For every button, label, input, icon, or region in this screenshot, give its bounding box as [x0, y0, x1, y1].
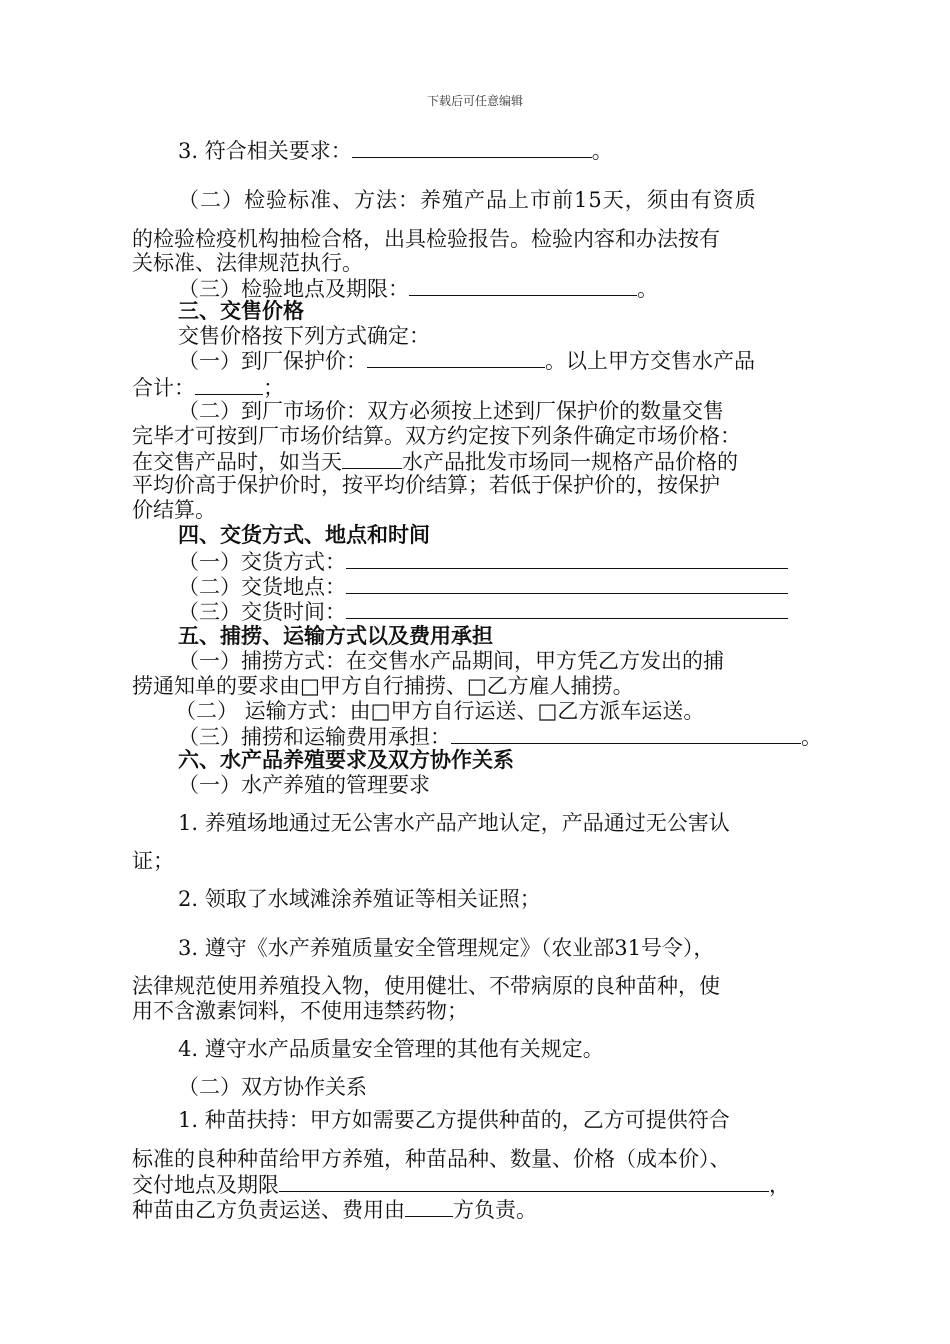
blank-field [352, 137, 592, 158]
paragraph-line: （二） 运输方式：由□甲方自行运送、□乙方派车运送。 [175, 699, 705, 723]
subsection-heading: （二）双方协作关系 [178, 1075, 367, 1099]
paragraph-line: 价结算。 [132, 498, 216, 522]
line-delivery-time: （三）交货时间： [178, 598, 788, 625]
paragraph-line: 1. 养殖场地通过无公害水产品产地认定，产品通过无公害认 [178, 811, 730, 835]
line-total: 合计： ； [132, 376, 284, 400]
paragraph-line: 证； [132, 849, 174, 873]
paragraph-line: 2. 领取了水域滩涂养殖证等相关证照； [178, 887, 541, 911]
paragraph-inspection-standard: （二）检验标准、方法：养殖产品上市前15天，须由有资质 [178, 188, 757, 212]
paragraph-line: 平均价高于保护价时，按平均价结算；若低于保护价的，按保护 [132, 473, 720, 497]
line-inspection-place: （三）检验地点及期限： 。 [178, 277, 658, 301]
line-delivery-method: （一）交货方式： [178, 548, 788, 575]
line-fee-party: 种苗由乙方负责运送、费用由 方负责。 [132, 1198, 537, 1222]
line-market-price: 在交售产品时，如当天 水产品批发市场同一规格产品价格的 [132, 450, 738, 474]
paragraph-line: 关标准、法律规范执行。 [132, 251, 363, 275]
paragraph-line: 完毕才可按到厂市场价结算。双方约定按下列条件确定市场价格： [132, 424, 741, 448]
line-requirement-3: 3. 符合相关要求： 。 [178, 139, 613, 163]
blank-field [451, 723, 801, 744]
blank-field [346, 598, 788, 619]
page-header-note: 下载后可任意编辑 [426, 94, 523, 108]
section-heading-5: 五、捕捞、运输方式以及费用承担 [178, 624, 493, 648]
paragraph-line: （二）到厂市场价：双方必须按上述到厂保护价的数量交售 [178, 399, 724, 423]
blank-field [342, 448, 402, 469]
section-heading-3: 三、交售价格 [178, 299, 304, 323]
line-delivery-place: （二）交货地点： [178, 573, 788, 600]
section-heading-6: 六、水产品养殖要求及双方协作关系 [178, 748, 514, 772]
section-heading-4: 四、交货方式、地点和时间 [178, 523, 430, 547]
paragraph-line: 用不含激素饲料，不使用违禁药物； [132, 999, 468, 1023]
blank-field [346, 573, 788, 594]
blank-field [279, 1171, 769, 1192]
paragraph-line: 4. 遵守水产品质量安全管理的其他有关规定。 [178, 1037, 604, 1061]
blank-field [409, 275, 637, 296]
paragraph-line: 的检验检疫机构抽检合格，出具检验报告。检验内容和办法按有 [132, 227, 720, 251]
paragraph-line: 法律规范使用养殖投入物，使用健壮、不带病原的良种苗种，使 [132, 974, 720, 998]
paragraph-line: 1. 种苗扶持：甲方如需要乙方提供种苗的，乙方可提供符合 [178, 1108, 730, 1132]
paragraph-line: （一）捕捞方式：在交售水产品期间，甲方凭乙方发出的捕 [178, 649, 724, 673]
line-protect-price: （一）到厂保护价： 。以上甲方交售水产品 [178, 349, 755, 373]
blank-field [367, 347, 545, 368]
blank-field [346, 548, 788, 569]
subsection-heading: （一）水产养殖的管理要求 [178, 773, 430, 797]
blank-field [195, 374, 263, 395]
paragraph-line: 捞通知单的要求由□甲方自行捕捞、□乙方雇人捕捞。 [132, 674, 634, 698]
line-fee: （三）捕捞和运输费用承担： 。 [178, 725, 822, 749]
line-delivery-deadline: 交付地点及期限 ， [132, 1173, 790, 1197]
blank-field [405, 1196, 453, 1217]
paragraph-line: 交售价格按下列方式确定： [178, 324, 430, 348]
paragraph-line: 3. 遵守《水产养殖质量安全管理规定》（农业部31号令）， [178, 936, 715, 960]
paragraph-line: 标准的良种种苗给甲方养殖，种苗品种、数量、价格（成本价）、 [132, 1147, 731, 1171]
